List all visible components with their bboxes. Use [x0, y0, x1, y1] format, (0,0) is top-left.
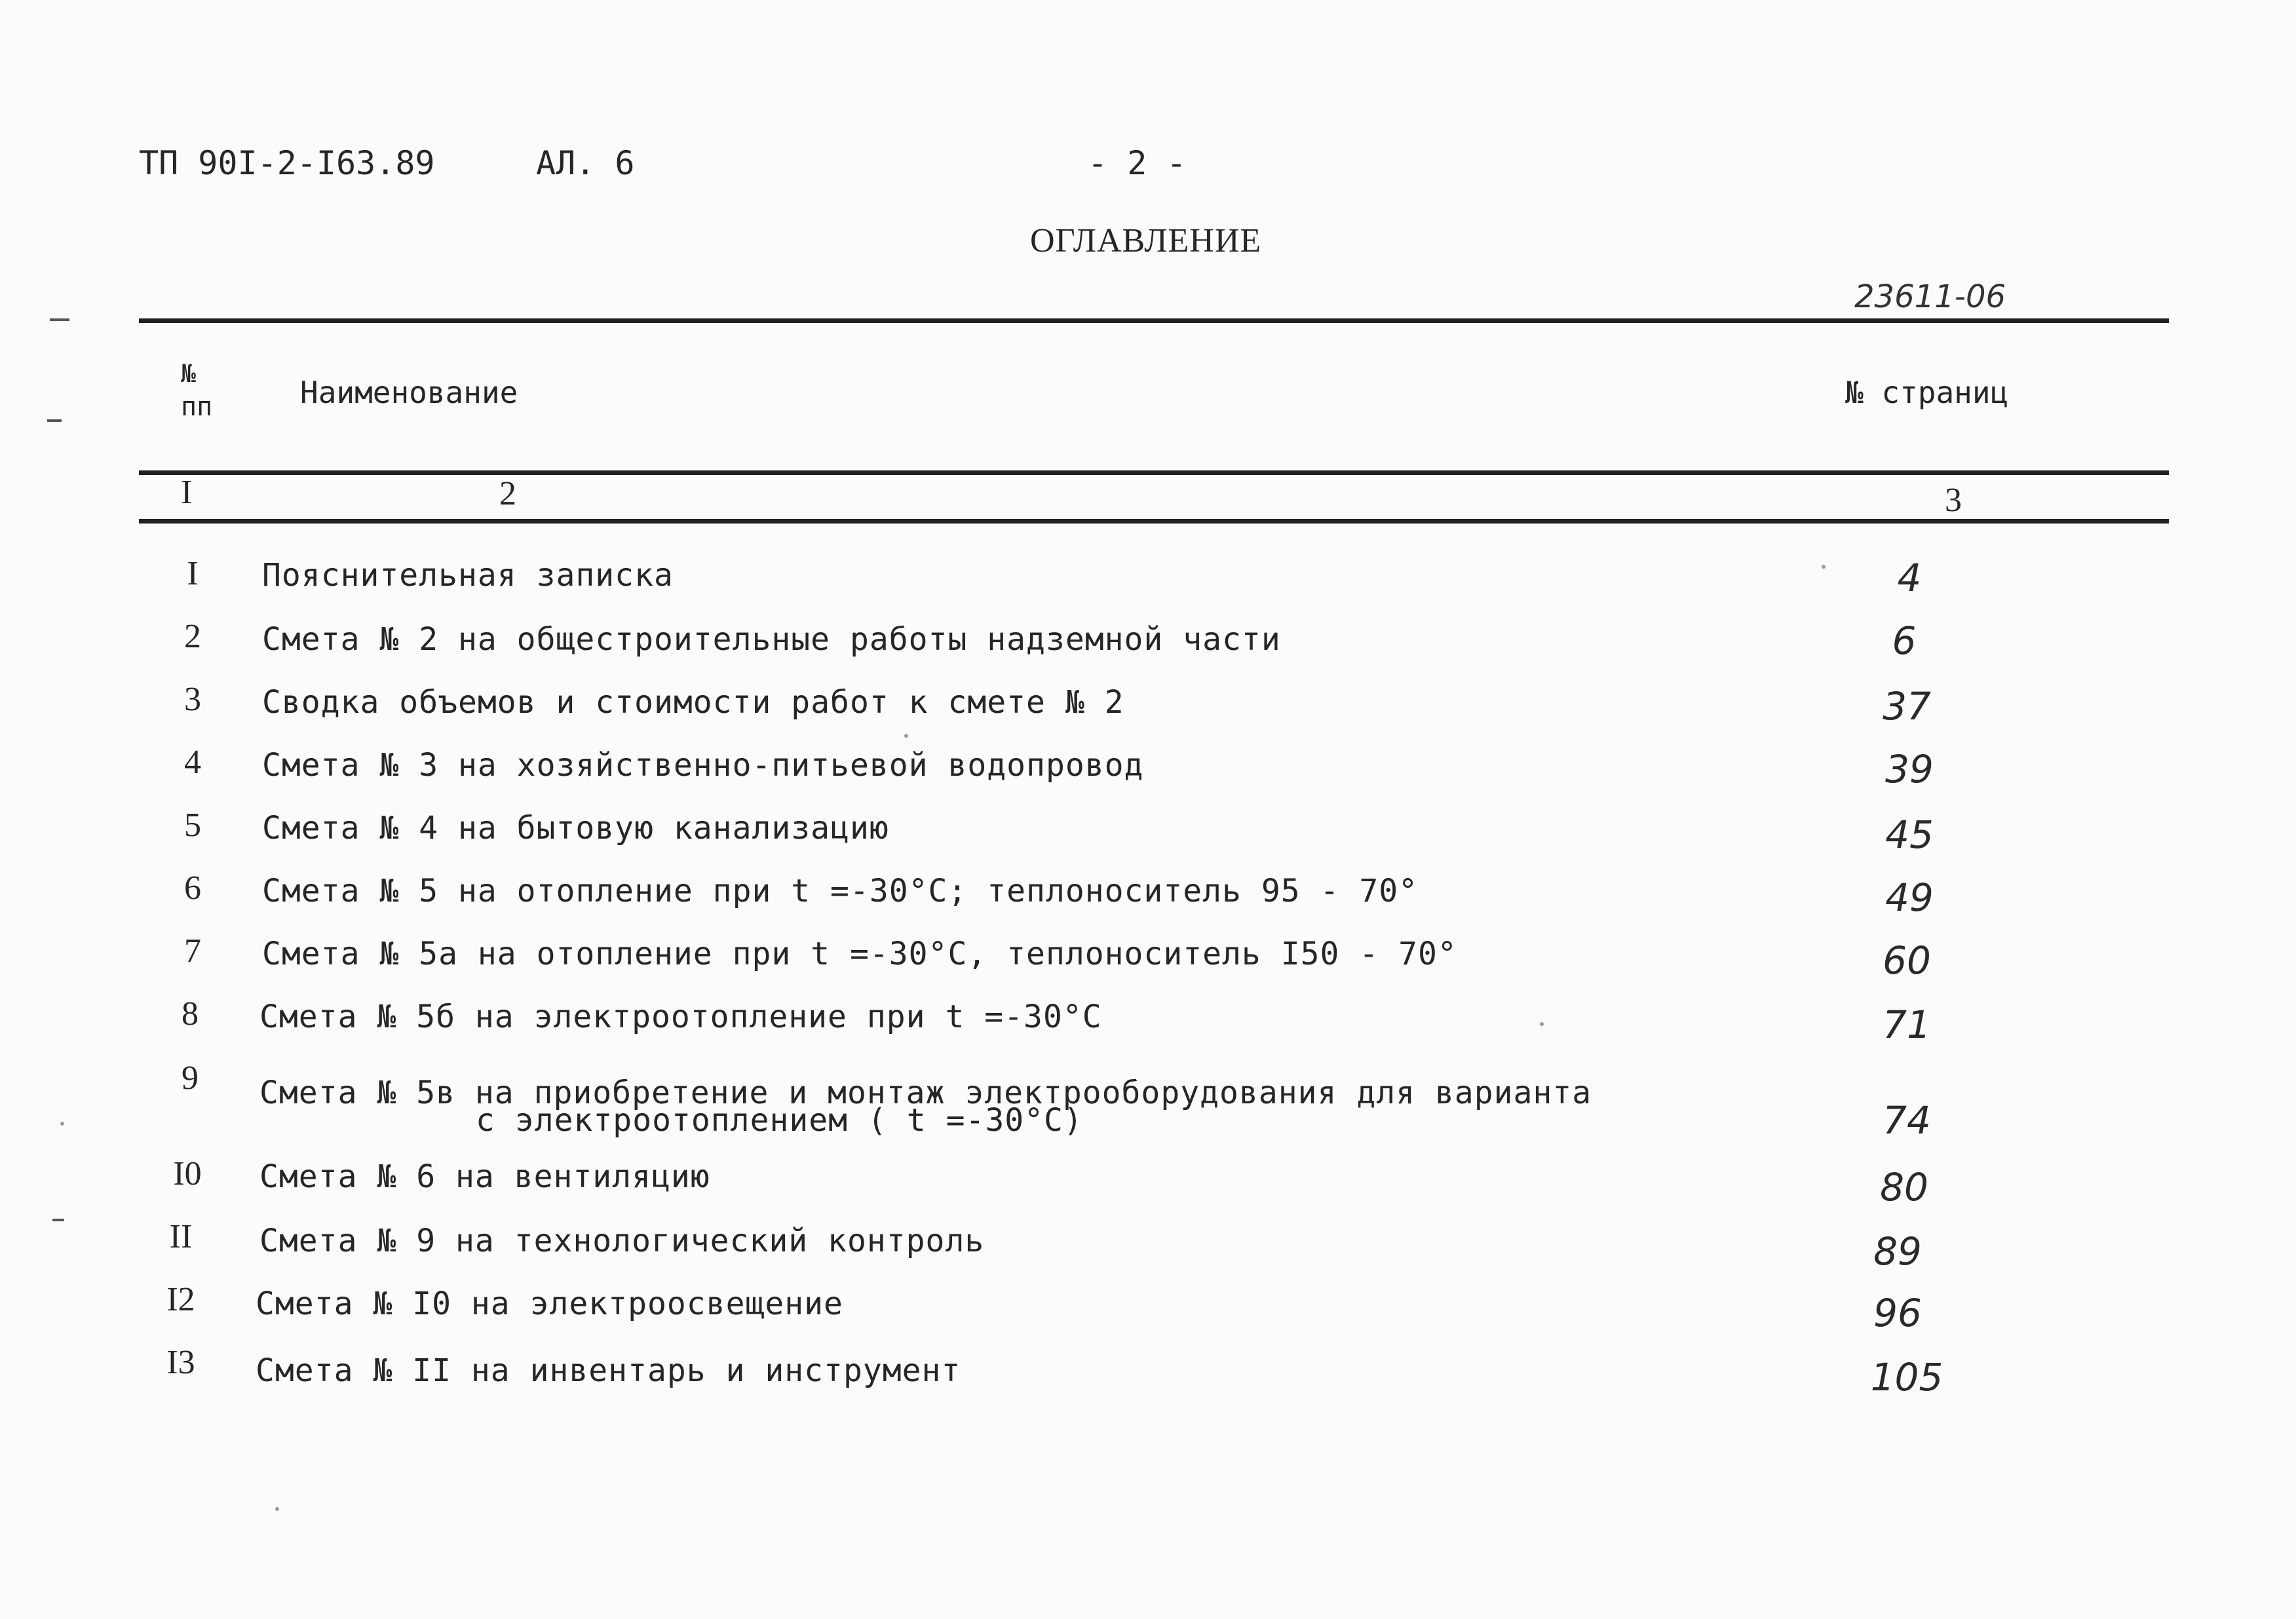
col-no-label-bottom: пп — [181, 392, 213, 422]
row-page: 105 — [1870, 1355, 1943, 1400]
page-title: ОГЛАВЛЕНИЕ — [1030, 222, 1262, 259]
scan-mark — [47, 419, 62, 422]
row-number: 2 — [184, 618, 201, 655]
scan-dot — [904, 734, 908, 738]
scan-dot — [1822, 565, 1826, 569]
row-name: Смета № 5б на электроотопление при t =-30°С — [259, 999, 1102, 1035]
row-number: I3 — [166, 1344, 195, 1381]
col-number-2: 2 — [499, 475, 516, 512]
row-number: 7 — [184, 932, 201, 970]
row-number: I — [187, 555, 199, 592]
row-page: 89 — [1873, 1229, 1922, 1274]
row-name: Смета № 5а на отопление при t =-30°С, теплоноситель I50 - 70° — [262, 936, 1457, 972]
row-page: 60 — [1883, 938, 1931, 983]
row-number: I2 — [166, 1281, 195, 1318]
col-no-label-top: № — [181, 359, 196, 388]
column-number-rule — [139, 519, 2169, 524]
scan-dot — [1540, 1022, 1544, 1026]
col-number-1: I — [181, 474, 193, 511]
row-name: Смета № 5в на приобретение и монтаж электрооборудования для варианта — [259, 1075, 1592, 1111]
row-page: 49 — [1885, 875, 1934, 920]
row-number: 5 — [184, 807, 201, 844]
row-name: Смета № 5 на отопление при t =-30°С; теплоноситель 95 - 70° — [262, 873, 1419, 909]
row-page: 4 — [1897, 556, 1922, 600]
row-number: 8 — [182, 995, 199, 1033]
row-page: 74 — [1883, 1098, 1931, 1143]
col-number-3: 3 — [1945, 482, 1962, 519]
handwritten-stamp: 23611-06 — [1854, 278, 2006, 315]
row-name: Смета № I0 на электроосвещение — [256, 1286, 843, 1322]
row-number: 6 — [184, 869, 201, 907]
row-name: Сводка объемов и стоимости работ к смете № 2 — [262, 684, 1124, 721]
table-top-rule — [139, 318, 2169, 323]
row-name: Смета № 2 на общестроительные работы надземной части — [262, 621, 1281, 658]
col-pages-label: № страниц — [1845, 375, 2009, 410]
row-number: 9 — [182, 1059, 199, 1097]
row-name: Смета № 3 на хозяйственно-питьевой водопровод — [262, 747, 1144, 784]
row-page: 6 — [1892, 619, 1917, 663]
row-page: 45 — [1885, 812, 1934, 857]
row-number: 3 — [184, 681, 201, 718]
page-number: - 2 - — [1088, 144, 1187, 182]
row-name: Смета № 4 на бытовую канализацию — [262, 810, 889, 847]
scan-mark — [52, 1219, 64, 1221]
row-name: Пояснительная записка — [262, 557, 674, 594]
row-number: II — [169, 1218, 193, 1255]
col-name-label: Наименование — [300, 375, 518, 410]
album-number: АЛ. 6 — [536, 144, 635, 182]
row-name: Смета № 9 на технологический контроль — [259, 1223, 985, 1259]
row-page: 96 — [1873, 1291, 1922, 1335]
row-number: I0 — [173, 1155, 202, 1192]
row-page: 37 — [1883, 684, 1931, 729]
row-name: Смета № II на инвентарь и инструмент — [256, 1352, 961, 1389]
row-page: 80 — [1880, 1165, 1928, 1209]
document-code: ТП 90I-2-I63.89 — [139, 144, 435, 182]
row-page: 39 — [1885, 747, 1934, 791]
header-bottom-rule — [139, 470, 2169, 475]
scan-mark — [50, 318, 69, 321]
row-name-continuation: с электроотоплением ( t =-30°С) — [476, 1102, 1083, 1139]
row-name: Смета № 6 на вентиляцию — [259, 1158, 710, 1195]
row-number: 4 — [184, 744, 201, 781]
scan-dot — [60, 1122, 64, 1126]
scan-dot — [275, 1507, 279, 1511]
row-page: 71 — [1883, 1002, 1931, 1047]
